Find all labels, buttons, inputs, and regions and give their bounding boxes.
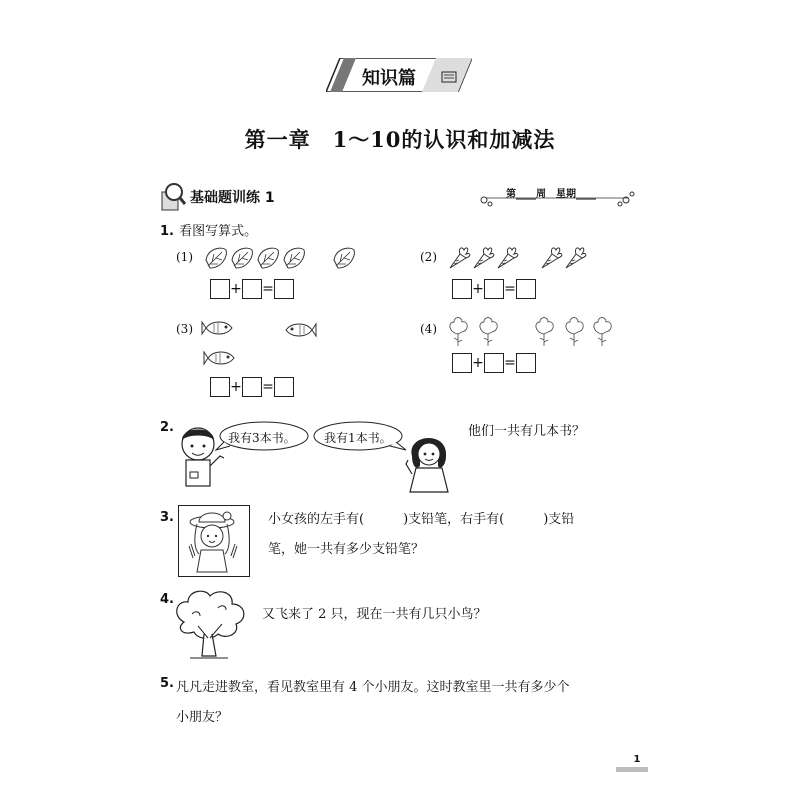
leaf-icon [258,248,278,268]
question-text: 又飞来了 2 只，现在一共有几只小鸟？ [262,607,487,622]
part-label: (3) [176,322,193,336]
leaf-icon [334,248,354,268]
question-text-line2: 小朋友？ [176,710,229,725]
carrot-group [446,246,606,272]
part-label: (2) [420,250,437,264]
flower-icon [566,318,583,347]
banner-label: 知识篇 [362,68,416,89]
page-number: 1 [633,754,641,765]
equation-2 [452,278,536,300]
question-text-line1: 凡凡走进教室，看见教室里有 4 个小朋友。这时教室里一共有多少个 [176,680,570,695]
chapter-title: 第一章 1～10的认识和加减法 [244,127,556,152]
leaf-icon [206,248,226,268]
answer-box[interactable] [484,353,504,373]
answer-box[interactable] [452,279,472,299]
week-day-field [476,182,638,212]
question-number: 2. [160,420,174,435]
answer-box[interactable] [484,279,504,299]
bubble-right-text: 我有1本书。 [324,431,392,445]
answer-box[interactable] [516,279,536,299]
flower-icon [536,318,553,347]
equals-sign: = [262,379,274,395]
flower-group [446,316,616,348]
flower-icon [480,318,497,347]
equals-sign: = [262,281,274,297]
girl-picture-frame [178,505,250,577]
carrot-icon [566,248,586,268]
equation-4 [452,352,536,374]
answer-box[interactable] [210,279,230,299]
question-text: 他们一共有几本书？ [468,424,586,439]
knowledge-banner [326,58,472,92]
question-text: 看图写算式。 [179,224,258,239]
answer-box[interactable] [210,377,230,397]
question-text-line1: 小女孩的左手有( )支铅笔，右手有( )支铅 [268,512,575,527]
answer-box[interactable] [274,279,294,299]
answer-box[interactable] [274,377,294,397]
question-1-header [160,220,257,239]
leaf-group [204,246,364,272]
section-header [160,180,275,214]
question-number: 4. [160,592,174,607]
magnifier-icon [160,182,186,212]
flower-icon [594,318,611,347]
leaf-icon [284,248,304,268]
carrot-icon [450,248,470,268]
question-number: 1. [160,224,174,239]
answer-box[interactable] [516,353,536,373]
week-day-label: 第____周 星期____ [506,189,596,200]
question-text-line2: 笔，她一共有多少支铅笔？ [268,542,425,557]
fish-icon [202,322,232,334]
part-label: (1) [176,250,193,264]
answer-box[interactable] [452,353,472,373]
section-title: 基础题训练 1 [190,190,275,206]
answer-box[interactable] [242,377,262,397]
equation-3 [210,376,294,398]
leaf-icon [232,248,252,268]
equals-sign: = [504,281,516,297]
plus-sign: + [230,379,242,395]
plus-sign: + [230,281,242,297]
bubble-left-text: 我有3本书。 [228,431,296,445]
fish-icon [286,324,316,336]
answer-box[interactable] [242,279,262,299]
question-number: 5. [160,676,174,691]
carrot-icon [474,248,494,268]
girl-with-pencils-icon [179,506,249,576]
fish-group [200,316,340,376]
flower-icon [450,318,467,347]
carrot-icon [542,248,562,268]
page-number-bar [616,767,648,772]
equals-sign: = [504,355,516,371]
fish-icon [204,352,234,364]
carrot-icon [498,248,518,268]
tree-icon [170,586,250,664]
girl-icon [402,426,456,496]
question-number: 3. [160,510,174,525]
part-label: (4) [420,322,437,336]
plus-sign: + [472,355,484,371]
equation-1 [210,278,294,300]
plus-sign: + [472,281,484,297]
